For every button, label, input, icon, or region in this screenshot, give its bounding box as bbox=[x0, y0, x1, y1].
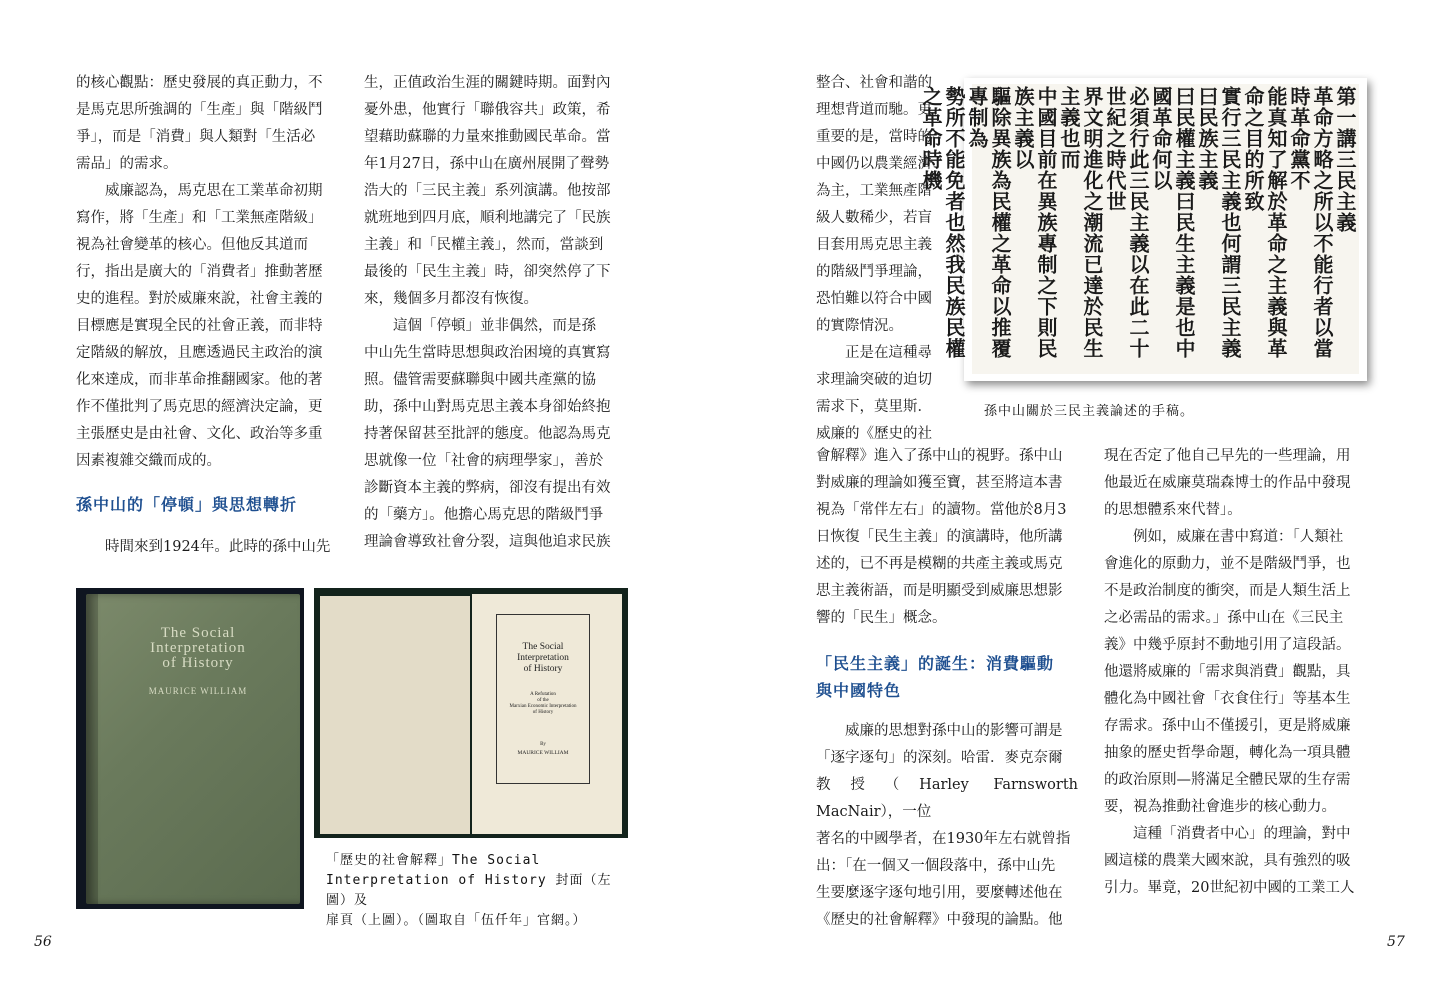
book-cover-photo bbox=[76, 588, 304, 909]
right-column-1-last bbox=[816, 718, 1078, 934]
section-heading-pause: 孫中山的「停頓」與思想轉折 bbox=[76, 495, 298, 514]
title-page-subtitle: A Refutation of the Marxian Economic Interpretation of History bbox=[509, 692, 577, 715]
right-column-1-bottom bbox=[816, 443, 1078, 632]
left-col1-paragraph-3: 時間來到1924年。此時的孫中山先 bbox=[105, 539, 331, 555]
right-col2-paragraph-1: 現在否定了他自己早先的一些理論，用 他最近在威廉莫瑞森博士的作品中發現 的思想體系來代替」。 bbox=[1104, 448, 1351, 518]
title-page-by: By bbox=[540, 742, 546, 747]
right-col2-paragraph-3: 這種「消費者中心」的理論，對中 國這樣的農業大國來說，具有強烈的吸 引力。畢竟，20世紀初中國的工業工人 bbox=[1104, 826, 1355, 896]
blank-left-page bbox=[320, 596, 470, 834]
left-col2-paragraph-1: 生，正值政治生涯的關鍵時期。面對內 憂外患，他實行「聯俄容共」政策，希 望藉助蘇聯的力量來推動國民革命。當 年1月27日，孫中山在廣州展開了聲勢 浩大的「三民主義」系列演講。他按部 就班地到四月底，順利地講完了「民族 主義」和「民權主義」，然而，當談到 最後的「民生主義」時，卻突然停了下 來，幾個多月都沒有恢復。 bbox=[364, 75, 611, 307]
book-spine bbox=[86, 594, 98, 904]
manuscript-line: 能真知了解於革命之主義與革命之目的所致 bbox=[1241, 86, 1288, 359]
book-cover-author: MAURICE WILLIAM bbox=[148, 686, 248, 696]
left-col2-paragraph-2: 這個「停頓」並非偶然，而是孫 中山先生當時思想與政治困境的真實寫 照。儘管需要蘇聯與中國共產黨的協 助，孫中山對馬克思主義本身卻始終抱 持著保留甚至批評的態度。他認為馬克 思就像一位「社會的病理學家」，善於 診斷資本主義的弊病，卻沒有提出有效 的「藥方」。他擔心馬克思的階級鬥爭 理論會導致社會分裂，這與他追求民族 bbox=[364, 318, 611, 550]
manuscript-photo bbox=[919, 78, 1367, 381]
left-column-1-bottom bbox=[76, 534, 338, 561]
manuscript-line: 實行三民主義也何謂三民主義曰民族主義 bbox=[1195, 86, 1242, 359]
title-page-title: The Social Interpretation of History bbox=[517, 642, 569, 674]
manuscript-line: 界文明進化之潮流已達於民生主義也而 bbox=[1057, 86, 1104, 359]
manuscript-line: 第一講三民主義 bbox=[1333, 86, 1357, 233]
right-col2-paragraph-2: 例如，威廉在書中寫道：「人類社 會進化的原動力，並不是階級鬥爭，也 不是政治制度的衝突，而是人類生活上 之必需品的需求。」孫中山在《三民主 義》中幾乎原封不動地引用了這段話。 他還將威廉的「需求與消費」觀點，具 體化為中國社會「衣食住行」等基本生 存需求。孫中山不僅援引，更是將威廉 抽象的歷史哲學命題，轉化為一項具體 的政治原則—將滿足全體民眾的生存需 要，視為推動社會進步的核心動力。 bbox=[1104, 529, 1351, 815]
right-col1-paragraph-4: 威廉的思想對孫中山的影響可謂是 「逐字逐句」的深刻。哈雷．麥克奈爾 教授（Harley Farnsworth MacNair），一位 著名的中國學者，在1930年左右就曾指 出：「在一個又一個段落中，孫中山先 生要麼逐字逐句地引用，要麼轉述他在 《歷史的社會解釋》中發現的論點。他 bbox=[816, 723, 1078, 928]
left-col1-paragraph-2: 威廉認為，馬克思在工業革命初期 寫作，將「生產」和「工業無產階級」 視為社會變革的核心。但他反其道而 行，指出是廣大的「消費者」推動著歷 史的進程。對於威廉來說，社會主義的 目標應是實現全民的社會正義，而非特 定階級的解放，且應透過民主政治的演 化來達成，而非革命推翻國家。他的著 作不僅批判了馬克思的經濟決定論，更 主張歷史是由社會、文化、政治等多重 因素複雜交織而成的。 bbox=[76, 183, 323, 469]
book-title-page-photo bbox=[314, 588, 628, 838]
book-images-caption: 「歷史的社會解釋」The Social Interpretation of History 封面（左圖）及 扉頁（上圖）。（圖取自「伍仟年」官網。） bbox=[326, 853, 612, 928]
page-number-left: 56 bbox=[34, 934, 52, 950]
left-col1-paragraph-1: 的核心觀點：歷史發展的真正動力，不 是馬克思所強調的「生產」與「階級鬥 爭」，而是「消費」與人類對「生活必 需品」的需求。 bbox=[76, 75, 323, 172]
right-col1-paragraph-2: 正是在這種尋 求理論突破的迫切 需求下，莫里斯． 威廉的《歷史的社 bbox=[816, 345, 932, 442]
right-column-2 bbox=[1104, 443, 1366, 902]
manuscript-line: 驅除異族為民權之革命以推覆專制為 bbox=[965, 86, 1012, 359]
book-cover-title: The Social Interpretation of History bbox=[150, 625, 246, 671]
manuscript-line: 必須行此三民主義以在此二十世紀之時代世 bbox=[1103, 86, 1150, 359]
right-col1-paragraph-3: 會解釋》進入了孫中山的視野。孫中山 對威廉的理論如獲至寶，甚至將這本書 視為「常伴左右」的讀物。當他於8月3 日恢復「民生主義」的演講時，他所講 述的，已不再是模糊的共產主義或馬克 思主義術語，而是明顯受到威廉思想影 響的「民生」概念。 bbox=[816, 448, 1067, 626]
manuscript-line: 中國目前在異族專制之下則民族主義以 bbox=[1011, 86, 1058, 359]
manuscript-line: 勢所不能免者也然我民族民權之革命時機 bbox=[919, 86, 966, 359]
section-heading-livelihood: 「民生主義」的誕生：消費驅動 與中國特色 bbox=[816, 654, 1055, 700]
left-column-2 bbox=[364, 70, 626, 556]
manuscript-line: 革命方略之所以不能行者以當時革命黨不 bbox=[1287, 86, 1334, 359]
right-col1-paragraph-1: 整合、社會和諧的 理想背道而馳。更 重要的是，當時的 中國仍以農業經濟 為主，工業無產階 級人數稀少，若盲 目套用馬克思主義 的階級鬥爭理論， 恐怕難以符合中國 的實際情況。 bbox=[816, 75, 932, 334]
title-page-author: MAURICE WILLIAM bbox=[517, 750, 569, 756]
left-column-1 bbox=[76, 70, 338, 475]
manuscript-line: 曰民權主義曰民生主義是也中國革命何以 bbox=[1149, 86, 1196, 359]
manuscript-caption: 孫中山關於三民主義論述的手稿。 bbox=[984, 404, 1195, 419]
page-number-right: 57 bbox=[1387, 934, 1405, 950]
manuscript-columns bbox=[919, 86, 1357, 372]
